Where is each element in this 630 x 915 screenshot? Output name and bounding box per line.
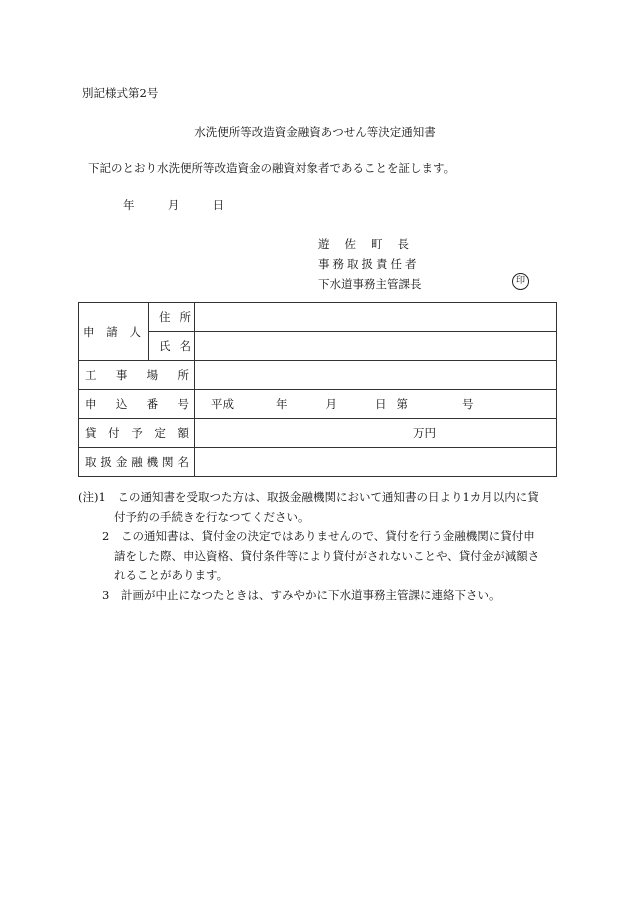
document-title: 水洗便所等改造資金融資あつせん等決定通知書 xyxy=(194,125,436,139)
date-line xyxy=(123,197,224,213)
name-value-cell xyxy=(195,332,557,361)
app-number-label: 申 込 番 号 xyxy=(85,397,189,411)
issuer-officer: 事務取扱責任者 xyxy=(318,257,420,271)
table-row xyxy=(79,361,557,390)
address-value-cell xyxy=(195,303,557,332)
app-number-value-cell xyxy=(195,390,557,419)
note-1: (注)1 この通知書を受取つた方は、取扱金融機関において通知書の日より1カ月以内に貸 付予約の手続きを行なつてください。 xyxy=(78,490,539,524)
issuer-section-chief: 下水道事務主管課長 xyxy=(318,277,422,291)
date-day: 日 xyxy=(212,198,225,212)
table-row xyxy=(79,332,557,361)
address-label: 住 所 xyxy=(159,310,191,324)
seal-mark: 印 xyxy=(512,273,529,290)
loan-amount-value-cell xyxy=(195,419,557,448)
issuer-town-mayor: 遊佐町長 xyxy=(318,237,424,251)
name-label: 氏 名 xyxy=(159,339,191,353)
note-2: 2 この通知書は、貸付金の決定ではありませんので、貸付を行う金融機関に貸付申 請をした際、申込資格、貸付条件等により貸付がされないことや、貸付金が減額さ れることがあります。 xyxy=(102,529,540,582)
bank-label-cell xyxy=(79,448,195,477)
bank-value-cell xyxy=(195,448,557,477)
date-month: 月 xyxy=(167,198,180,212)
table-row xyxy=(79,390,557,419)
notes-section xyxy=(78,488,558,605)
app-number-value: 平成 年 月 日 第 号 xyxy=(211,397,474,411)
date-year: 年 xyxy=(123,198,135,212)
table-row xyxy=(79,448,557,477)
address-label-cell xyxy=(149,303,195,332)
application-table xyxy=(78,302,557,477)
site-label: 工 事 場 所 xyxy=(85,368,189,382)
table-row xyxy=(79,419,557,448)
form-number: 別記様式第2号 xyxy=(82,86,159,100)
certification-statement: 下記のとおり水洗便所等改造資金の融資対象者であることを証します。 xyxy=(88,161,456,175)
applicant-label: 申 請 人 xyxy=(83,324,141,339)
table-row xyxy=(79,303,557,332)
name-label-cell xyxy=(149,332,195,361)
loan-amount-unit: 万円 xyxy=(413,426,436,440)
note-3: 3 計画が中止になつたときは、すみやかに下水道事務主管課に連絡下さい。 xyxy=(102,587,501,602)
site-value-cell xyxy=(195,361,557,390)
loan-amount-label-cell xyxy=(79,419,195,448)
applicant-label-cell xyxy=(79,303,149,361)
app-number-label-cell xyxy=(79,390,195,419)
loan-amount-label: 貸 付 予 定 額 xyxy=(85,426,189,440)
bank-label: 取 扱 金 融 機 関 名 xyxy=(85,455,189,469)
site-label-cell xyxy=(79,361,195,390)
